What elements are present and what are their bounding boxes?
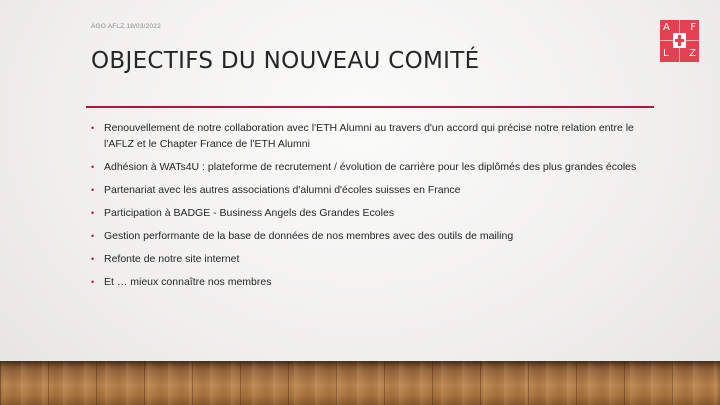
list-item-text: Participation à BADGE - Business Angels des Grandes Ecoles: [104, 207, 395, 219]
list-item-text: Et … mieux connaître nos membres: [104, 276, 272, 288]
logo-letter-z: Z: [689, 48, 696, 59]
list-item-text: Partenariat avec les autres associations d'alumni d'écoles suisses en France: [104, 184, 461, 196]
list-item-text: Renouvellement de notre collaboration avec l'ETH Alumni au travers d'un accord qui précise notre relation entre le l'AFLZ et le Chapter France de l'ETH Alumni: [104, 122, 634, 150]
swiss-cross-horizontal: [675, 39, 684, 42]
wooden-floor: [0, 361, 720, 405]
list-item: [91, 228, 651, 244]
bullet-icon: •: [91, 254, 95, 264]
list-item-text: Refonte de notre site internet: [104, 253, 240, 265]
list-item: [91, 182, 651, 198]
list-item-text: Adhésion à WATs4U : plateforme de recrutement / évolution de carrière pour les diplômés des plus grandes écoles: [104, 161, 637, 173]
logo-letter-a: A: [663, 22, 670, 33]
list-item: [91, 120, 651, 152]
list-item: [91, 205, 651, 221]
list-item: [91, 159, 651, 175]
bullet-icon: •: [91, 123, 95, 133]
list-item: [91, 251, 651, 267]
aflz-logo: [660, 20, 699, 62]
objectives-list: [91, 120, 651, 297]
bullet-icon: •: [91, 162, 95, 172]
bullet-icon: •: [91, 208, 95, 218]
slide-meta: AGO AFLZ 18/03/2022: [91, 23, 161, 30]
bullet-icon: •: [91, 277, 95, 287]
list-item-text: Gestion performante de la base de données de nos membres avec des outils de mailing: [104, 230, 514, 242]
list-item: [91, 274, 651, 290]
bullet-icon: •: [91, 185, 95, 195]
logo-letter-l: L: [663, 48, 669, 59]
title-divider: [86, 106, 654, 108]
bullet-icon: •: [91, 231, 95, 241]
logo-letter-f: F: [690, 22, 696, 33]
slide-title: OBJECTIFS DU NOUVEAU COMITÉ: [91, 48, 480, 74]
